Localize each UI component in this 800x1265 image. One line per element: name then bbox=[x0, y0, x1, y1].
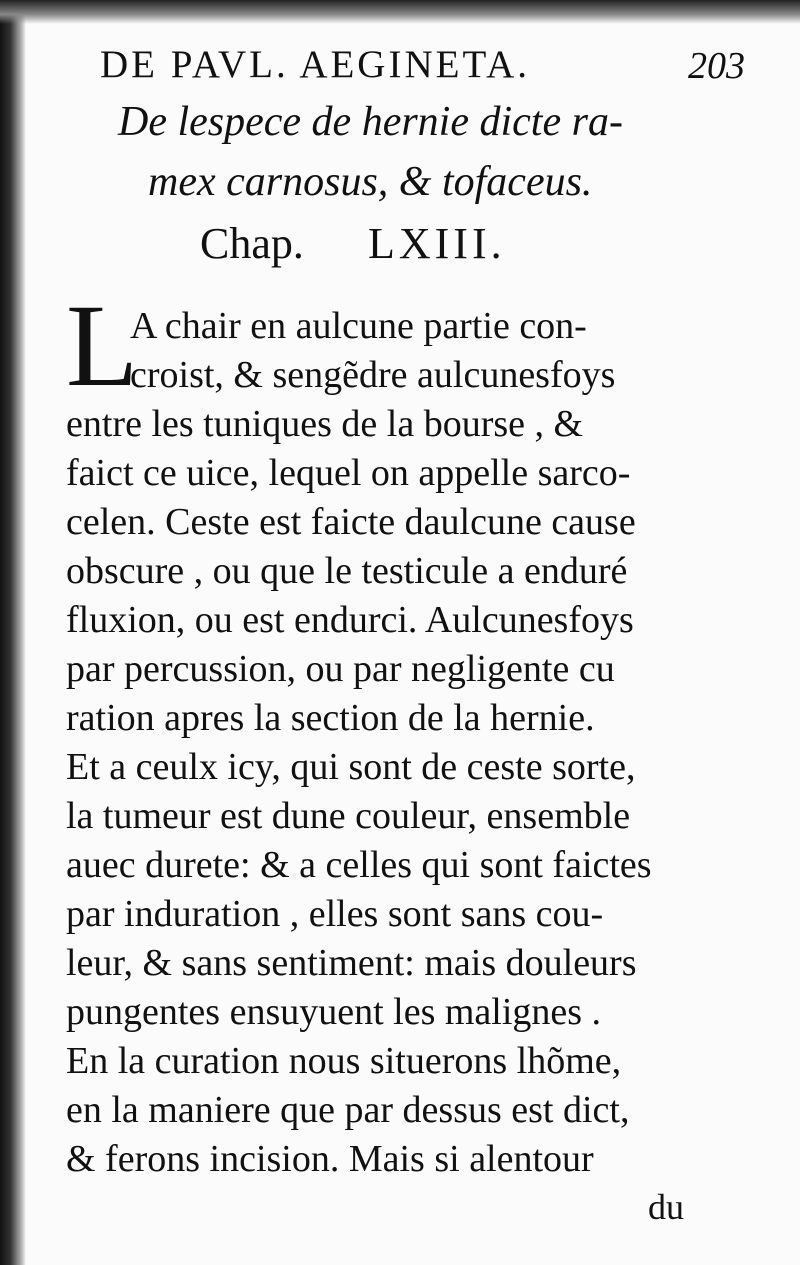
body-line-3: entre les tuniques de la bourse , & bbox=[66, 403, 584, 445]
body-line-15: pungentes ensuyuent les malignes . bbox=[66, 991, 602, 1033]
body-line-9: ration apres la section de la hernie. bbox=[66, 697, 595, 739]
body-line-8: par percussion, ou par negligente cu bbox=[66, 648, 615, 690]
chapter-label: Chap. bbox=[200, 219, 304, 268]
body-line-6: obscure , ou que le testicule a enduré bbox=[66, 550, 628, 592]
body-line-18: & ferons incision. Mais si alentour bbox=[66, 1138, 594, 1180]
drop-cap-initial: L bbox=[66, 280, 139, 411]
body-line-4: faict ce uice, lequel on appelle sarco- bbox=[66, 452, 631, 494]
body-line-17: en la maniere que par dessus est dict, bbox=[66, 1089, 630, 1131]
chapter-number: LXIII. bbox=[368, 219, 506, 268]
body-line-10: Et a ceulx icy, qui sont de ceste sorte, bbox=[66, 746, 636, 788]
page-number: 203 bbox=[688, 45, 745, 87]
top-edge-shadow bbox=[0, 0, 800, 24]
catchword: du bbox=[648, 1187, 684, 1227]
body-line-2: croist, & sengẽdre aulcunesfoys bbox=[130, 354, 616, 396]
body-line-12: auec durete: & a celles qui sont faictes bbox=[66, 844, 652, 886]
gutter-shadow bbox=[0, 0, 26, 1265]
body-line-11: la tumeur est dune couleur, ensemble bbox=[66, 795, 631, 837]
body-line-16: En la curation nous situerons lhõme, bbox=[66, 1040, 622, 1082]
body-line-13: par induration , elles sont sans cou- bbox=[66, 893, 604, 935]
body-line-14: leur, & sans sentiment: mais douleurs bbox=[66, 942, 637, 984]
running-title: DE PAVL. AEGINETA. bbox=[100, 43, 531, 86]
chapter-title-line-2: mex carnosus, & tofaceus. bbox=[148, 159, 593, 205]
body-line-7: fluxion, ou est endurci. Aulcunesfoys bbox=[66, 599, 634, 641]
body-line-5: celen. Ceste est faicte daulcune cause bbox=[66, 501, 636, 543]
chapter-title-line-1: De lespece de hernie dicte ra- bbox=[118, 99, 623, 145]
body-line-1: A chair en aulcune partie con- bbox=[130, 305, 587, 347]
